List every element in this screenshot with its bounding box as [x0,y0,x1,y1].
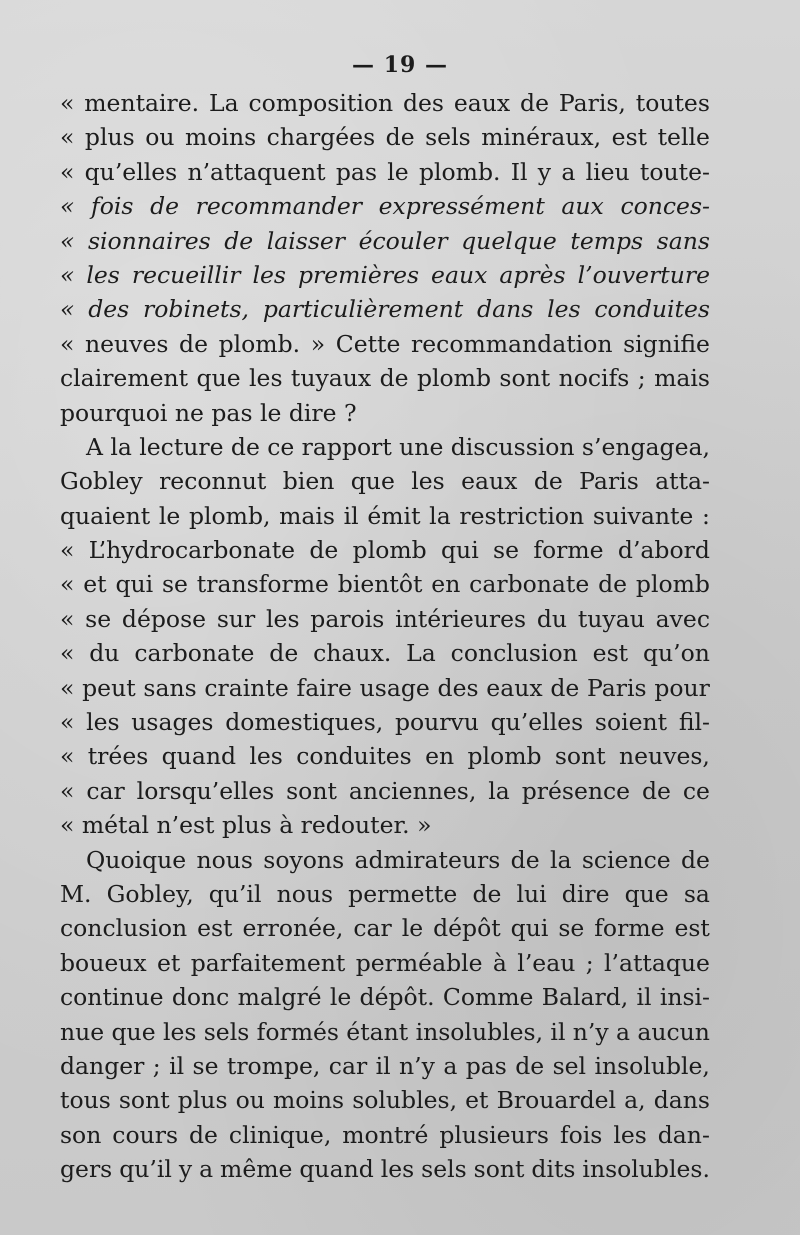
text-line: son cours de clinique, montré plusieurs fois les dan- [60,1120,710,1149]
body-text [60,86,710,1187]
text-line: nue que les sels formés étant insolubles, il n’y a aucun [60,1017,710,1046]
text-line: « les usages domestiques, pourvu qu’elles soient fil- [60,708,710,737]
text-line: « trées quand les conduites en plomb sont neuves, [60,742,710,771]
text-line: boueux et parfaitement perméable à l’eau ; l’attaque [60,948,710,977]
text-line: tous sont plus ou moins solubles, et Brouardel a, dans [60,1086,710,1115]
text-line: conclusion est erronée, car le dépôt qui se forme est [60,914,710,943]
text-line: « fois de recommander expressément aux conces- [60,192,710,221]
text-line: Gobley reconnut bien que les eaux de Paris atta- [60,467,710,496]
text-line: « L’hydrocarbonate de plomb qui se forme d’abord [60,536,710,565]
text-line: « les recueillir les premières eaux après l’ouverture [60,260,710,289]
text-line: « et qui se transforme bientôt en carbonate de plomb [60,570,710,599]
text-line: « mentaire. La composition des eaux de Paris, toutes [60,89,710,117]
text-line: « se dépose sur les parois intérieures du tuyau avec [60,604,710,633]
text-line: pourquoi ne pas le dire ? [60,398,357,427]
text-line: « métal n’est plus à redouter. » [60,811,432,840]
text-line: danger ; il se trompe, car il n’y a pas de sel insoluble, [60,1051,710,1080]
text-line: continue donc malgré le dépôt. Comme Balard, il insi- [60,983,710,1012]
text-line: gers qu’il y a même quand les sels sont dits insolubles. [60,1155,710,1184]
text-line: M. Gobley, qu’il nous permette de lui dire que sa [60,879,710,908]
text-line: « neuves de plomb. » Cette recommandation signifie [60,329,710,358]
text-line: « plus ou moins chargées de sels minéraux, est telle [60,123,710,152]
text-line: A la lecture de ce rapport une discussion s’engagea, [86,432,710,461]
text-line: Quoique nous soyons admirateurs de la science de [86,845,710,874]
text-line: « peut sans crainte faire usage des eaux de Paris pour [60,673,710,702]
text-line: « du carbonate de chaux. La conclusion est qu’on [60,639,710,668]
text-line: « car lorsqu’elles sont anciennes, la présence de ce [60,776,710,805]
text-line: « qu’elles n’attaquent pas le plomb. Il y a lieu toute- [60,157,710,186]
text-line: clairement que les tuyaux de plomb sont nocifs ; mais [60,364,710,393]
text-line: quaient le plomb, mais il émit la restriction suivante : [60,501,710,530]
page-number: — 19 — [352,52,448,78]
text-line: « sionnaires de laisser écouler quelque temps sans [60,226,710,255]
text-line: « des robinets, particulièrement dans les conduites [60,295,710,324]
